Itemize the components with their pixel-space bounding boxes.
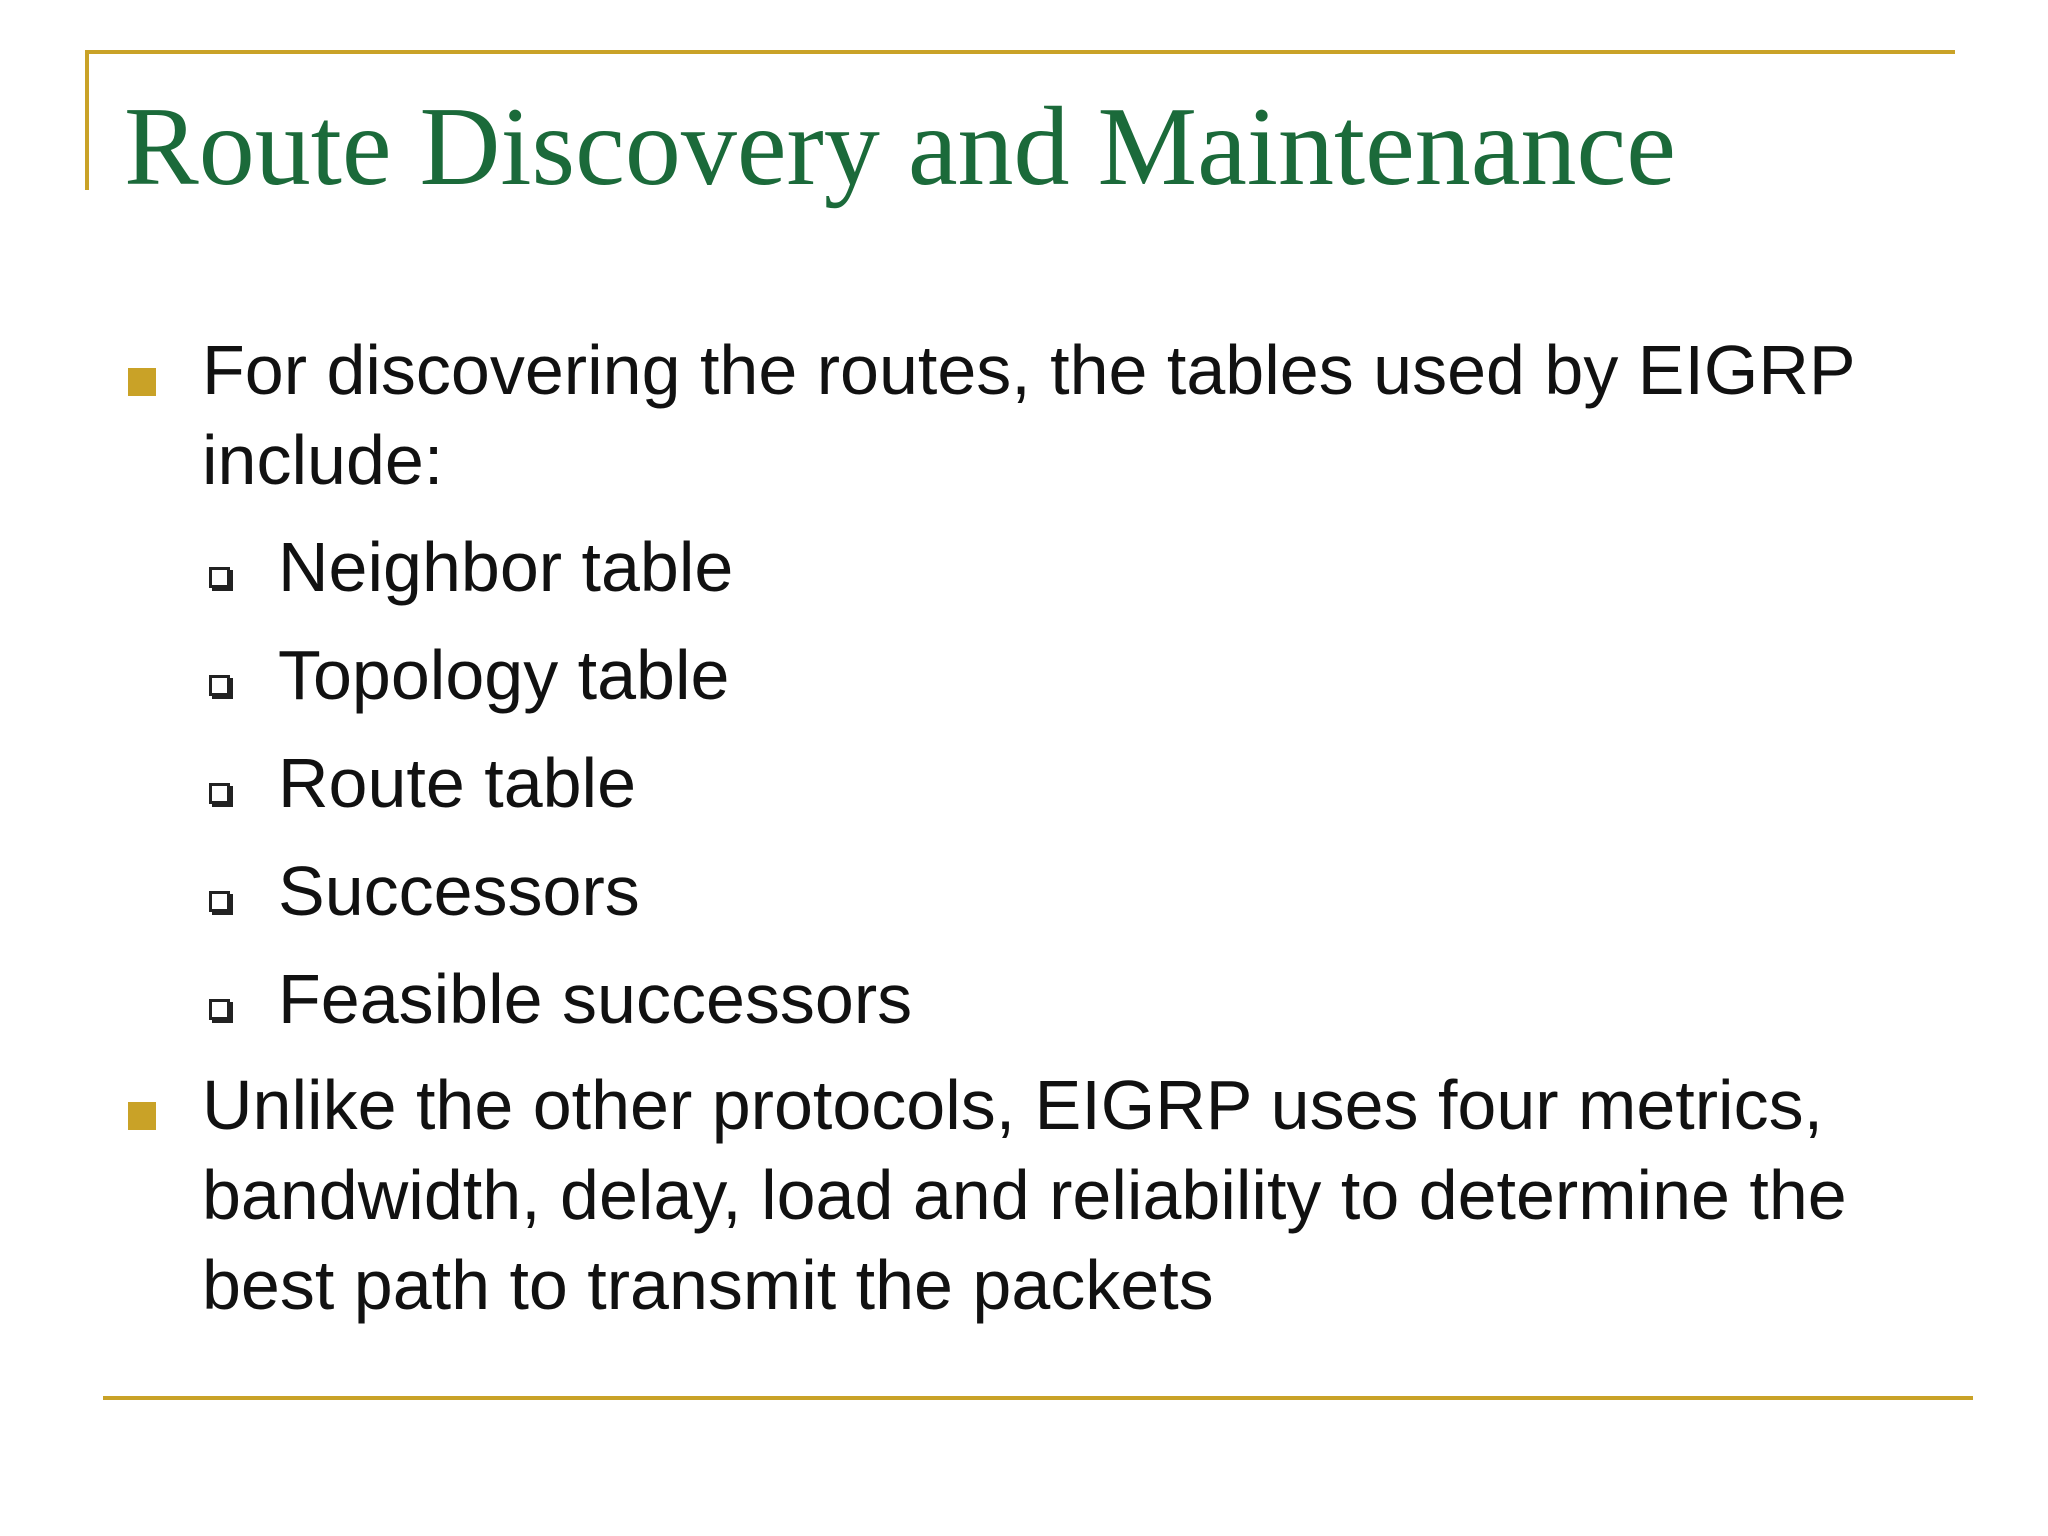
hollow-square-bullet-icon <box>209 783 230 804</box>
subitem-feasible-successors: Feasible successors <box>278 960 913 1038</box>
subitem-successors: Successors <box>278 852 640 930</box>
slide-title: Route Discovery and Maintenance <box>124 85 1676 209</box>
bullet-1-text: For discovering the routes, the tables used by EIGRP include: <box>202 331 1855 499</box>
hollow-square-bullet-icon <box>209 675 230 696</box>
hollow-square-bullet-icon <box>209 567 230 588</box>
filled-square-bullet-icon <box>128 368 156 396</box>
left-divider <box>85 50 89 190</box>
bottom-divider <box>103 1396 1973 1400</box>
subitem-topology-table: Topology table <box>278 636 730 714</box>
subitem-neighbor-table: Neighbor table <box>278 528 734 606</box>
hollow-square-bullet-icon <box>209 999 230 1020</box>
hollow-square-bullet-icon <box>209 891 230 912</box>
bullet-2-text: Unlike the other protocols, EIGRP uses four metrics, bandwidth, delay, load and reliability to determine the best path to transmit the packets <box>202 1066 1847 1324</box>
top-divider <box>85 50 1955 54</box>
subitem-route-table: Route table <box>278 744 637 822</box>
filled-square-bullet-icon <box>128 1102 156 1130</box>
